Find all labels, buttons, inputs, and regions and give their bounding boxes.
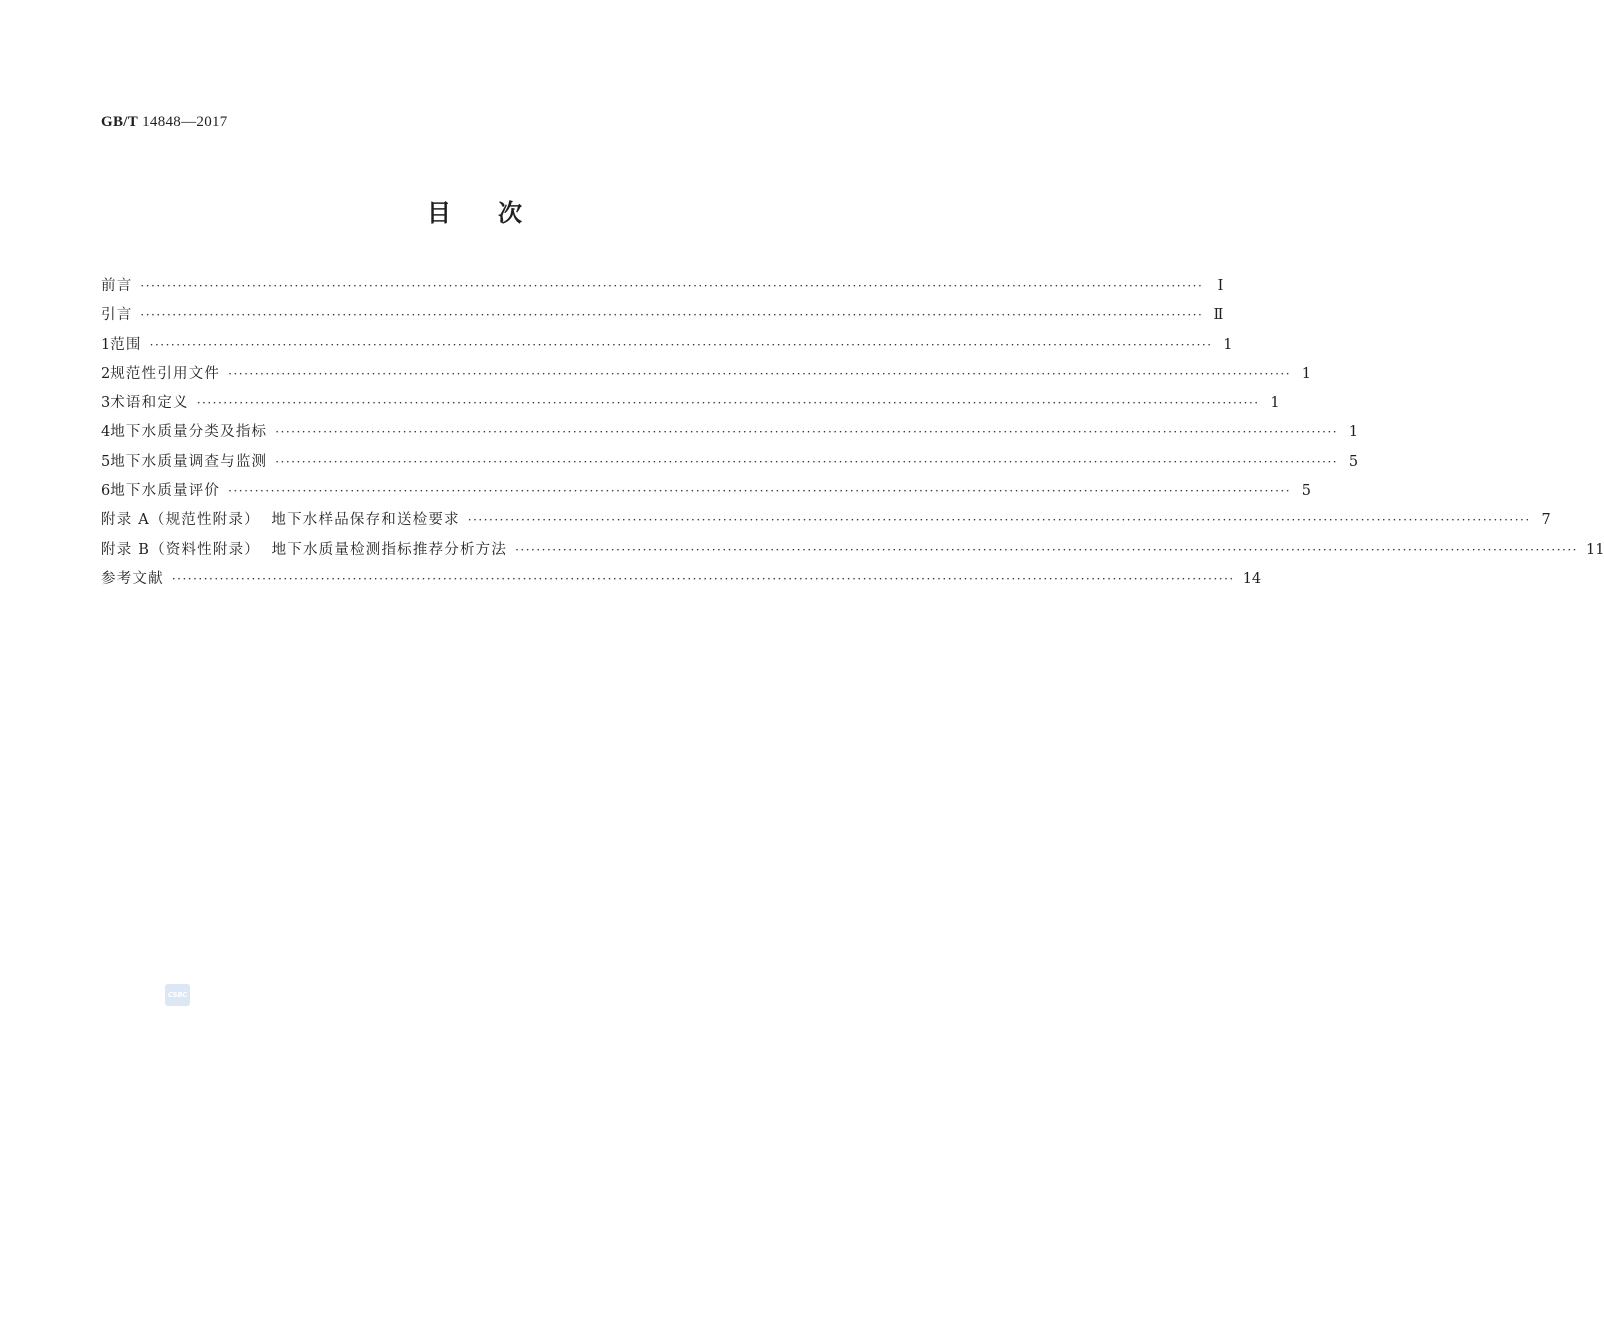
dot-leader: ········································································································································································································ bbox=[515, 542, 1578, 557]
toc-entry-label: 术语和定义 bbox=[110, 395, 189, 412]
standard-number: 14848—2017 bbox=[142, 114, 228, 130]
toc-entry-number: 1 bbox=[101, 336, 111, 353]
toc-entry-label: 引言 bbox=[101, 307, 133, 324]
toc-entry-page: 14 bbox=[1242, 570, 1262, 587]
dot-leader: ········································································································································································································ bbox=[171, 571, 1235, 586]
dot-leader: ········································································································································································································ bbox=[275, 454, 1339, 469]
standard-code bbox=[101, 114, 228, 131]
toc-entry-classification[interactable] bbox=[101, 418, 1359, 447]
toc-entry-label: 前言 bbox=[101, 278, 133, 294]
toc-entry-number: 5 bbox=[101, 453, 111, 470]
toc-entry-page: 5 bbox=[1348, 453, 1359, 470]
dot-leader: ········································································································································································································ bbox=[149, 337, 1213, 352]
toc-entry-page: 1 bbox=[1270, 395, 1280, 412]
dot-leader: ········································································································································································································ bbox=[140, 308, 1204, 323]
toc-entry-appendix-a[interactable] bbox=[101, 506, 1551, 535]
toc-entry-number: 4 bbox=[101, 424, 111, 441]
toc-entry-appendix-b[interactable] bbox=[101, 536, 1604, 565]
toc-entry-terms-definitions[interactable] bbox=[101, 389, 1280, 418]
toc-entry-page: Ⅰ bbox=[1217, 278, 1224, 294]
toc-entry-evaluation[interactable] bbox=[101, 477, 1312, 506]
toc-entry-scope[interactable] bbox=[101, 331, 1233, 360]
toc-entry-survey-monitoring[interactable] bbox=[101, 448, 1359, 477]
dot-leader: ········································································································································································································ bbox=[467, 513, 1531, 528]
toc-entry-label: 规范性引用文件 bbox=[110, 365, 221, 382]
dot-leader: ········································································································································································································ bbox=[196, 396, 1260, 411]
toc-entry-label: 范围 bbox=[110, 336, 142, 353]
dot-leader: ········································································································································································································ bbox=[228, 484, 1292, 499]
toc-entry-page: 1 bbox=[1301, 365, 1312, 382]
standard-prefix: GB/T bbox=[101, 114, 139, 130]
toc-entry-page: 11 bbox=[1585, 541, 1604, 558]
title-part-2: 次 bbox=[498, 199, 523, 227]
toc-entry-page: 1 bbox=[1348, 424, 1359, 441]
watermark-logo: CSBC bbox=[165, 984, 190, 1006]
dot-leader: ········································································································································································································ bbox=[140, 279, 1204, 293]
table-of-contents bbox=[101, 272, 1604, 594]
toc-entry-page: 5 bbox=[1301, 483, 1312, 500]
toc-entry-label: 地下水质量分类及指标 bbox=[110, 424, 268, 441]
page-title bbox=[0, 193, 950, 228]
toc-entry-label: 附录 B（资料性附录） 地下水质量检测指标推荐分析方法 bbox=[101, 541, 508, 558]
toc-entry-page: 1 bbox=[1223, 336, 1233, 353]
toc-entry-label: 附录 A（规范性附录） 地下水样品保存和送检要求 bbox=[101, 512, 460, 529]
toc-entry-foreword[interactable] bbox=[101, 272, 1224, 301]
toc-entry-number: 3 bbox=[101, 395, 111, 412]
title-part-1: 目 bbox=[427, 199, 452, 227]
toc-entry-normative-references[interactable] bbox=[101, 360, 1312, 389]
toc-entry-label: 参考文献 bbox=[101, 570, 164, 587]
toc-entry-number: 6 bbox=[101, 483, 111, 500]
toc-entry-number: 2 bbox=[101, 365, 111, 382]
toc-entry-label: 地下水质量评价 bbox=[110, 483, 221, 500]
toc-entry-page: Ⅱ bbox=[1213, 307, 1224, 324]
dot-leader: ········································································································································································································ bbox=[228, 366, 1292, 381]
toc-entry-page: 7 bbox=[1541, 512, 1551, 529]
toc-entry-introduction[interactable] bbox=[101, 301, 1224, 330]
toc-entry-bibliography[interactable] bbox=[101, 565, 1262, 594]
dot-leader: ········································································································································································································ bbox=[275, 425, 1339, 440]
toc-entry-label: 地下水质量调查与监测 bbox=[110, 453, 268, 470]
